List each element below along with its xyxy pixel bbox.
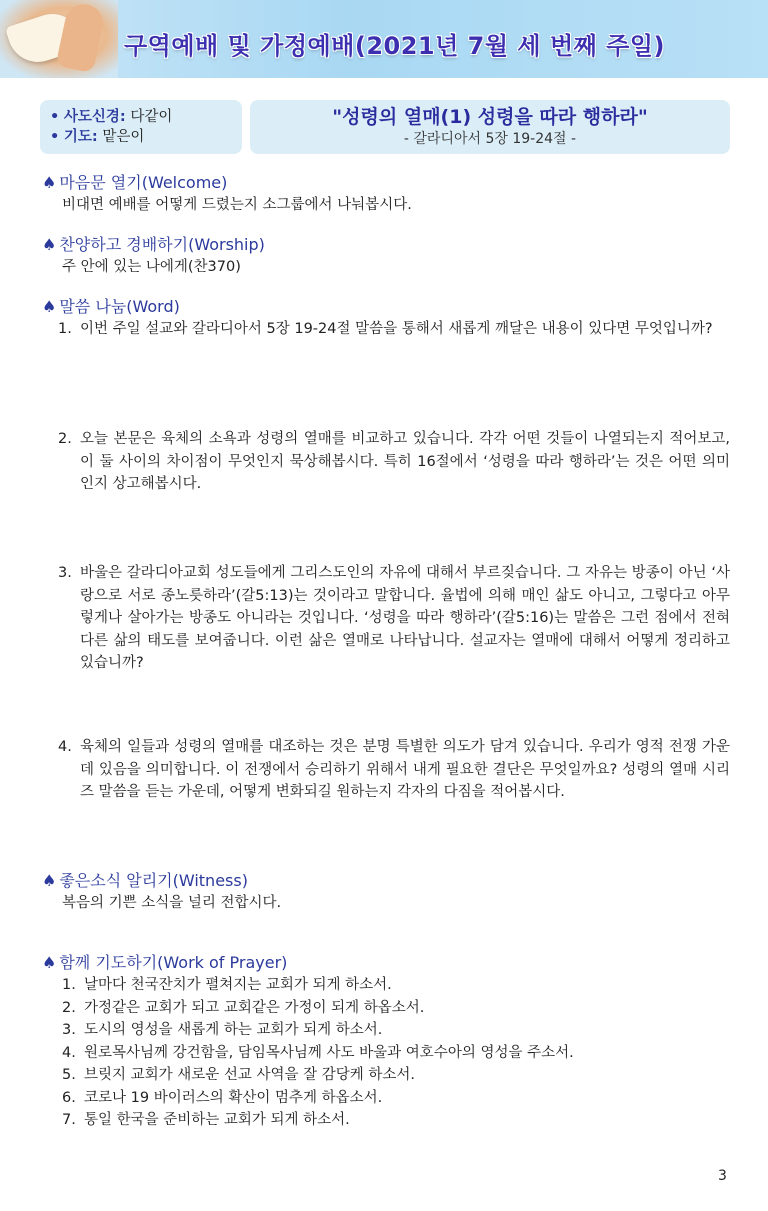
question-number: 3. bbox=[58, 565, 72, 581]
question-number: 1. bbox=[58, 321, 72, 337]
prayer-number: 5. bbox=[62, 1067, 76, 1083]
section-heading bbox=[42, 172, 742, 194]
list-item bbox=[62, 974, 742, 997]
section-prayer bbox=[42, 952, 742, 1132]
section-heading bbox=[42, 296, 742, 318]
section-word bbox=[42, 296, 742, 318]
prayer-number: 3. bbox=[62, 1022, 76, 1038]
question-number: 2. bbox=[58, 431, 72, 447]
bullet: • bbox=[50, 129, 60, 145]
question-text: 육체의 일들과 성령의 열매를 대조하는 것은 분명 특별한 의도가 담겨 있습니다. 우리가 영적 전쟁 가운데 있음을 의미합니다. 이 전쟁에서 승리하기 위해서 내게 필요한 결단은 무엇일까요? 성령의 열매 시리즈 말씀을 듣는 가운데, 어떻게 변화되길 원하는지 각자의 다짐을 적어봅시다. bbox=[80, 739, 730, 800]
prayer-number: 1. bbox=[62, 977, 76, 993]
prayer-value: 맡은이 bbox=[102, 129, 145, 145]
section-body: 비대면 예배를 어떻게 드렸는지 소그룹에서 나눠봅시다. bbox=[62, 197, 412, 213]
list-item bbox=[62, 1019, 742, 1042]
sermon-box bbox=[250, 100, 730, 154]
spade-icon: ♠ bbox=[42, 235, 57, 254]
prayer-number: 2. bbox=[62, 999, 76, 1016]
prayer-number: 4. bbox=[62, 1044, 76, 1061]
prayer-text: 코로나 19 바이러스의 확산이 멈추게 하옵소서. bbox=[84, 1089, 383, 1106]
spade-icon: ♠ bbox=[42, 297, 57, 316]
hand-shape bbox=[56, 1, 107, 73]
prayer-text: 도시의 영성을 새롭게 하는 교회가 되게 하소서. bbox=[84, 1022, 383, 1038]
header-banner bbox=[0, 0, 768, 78]
question-item bbox=[58, 736, 730, 804]
page-title: 구역예배 및 가정예배(2021년 7월 세 번째 주일) bbox=[124, 32, 666, 60]
prayer-line bbox=[50, 127, 242, 147]
list-item bbox=[62, 1109, 742, 1132]
prayer-text: 날마다 천국잔치가 펼쳐지는 교회가 되게 하소서. bbox=[84, 977, 392, 993]
spade-icon: ♠ bbox=[42, 953, 57, 972]
heading-text: 말씀 나눔(Word) bbox=[59, 297, 180, 316]
list-item bbox=[62, 1064, 742, 1087]
creed-label: 사도신경: bbox=[63, 109, 126, 125]
section-body: 주 안에 있는 나에게(찬370) bbox=[62, 259, 241, 275]
prayer-text: 가정같은 교회가 되고 교회같은 가정이 되게 하옵소서. bbox=[84, 999, 425, 1016]
prayer-label: 기도: bbox=[63, 129, 98, 145]
heading-text: 마음문 열기(Welcome) bbox=[59, 173, 228, 192]
question-item bbox=[58, 428, 730, 496]
section-witness bbox=[42, 870, 742, 914]
heading-text: 좋은소식 알리기(Witness) bbox=[59, 871, 248, 890]
prayer-number: 7. bbox=[62, 1112, 76, 1128]
prayer-text: 브릿지 교회가 새로운 선교 사역을 잘 감당케 하소서. bbox=[84, 1067, 416, 1083]
page-number: 3 bbox=[718, 1168, 727, 1184]
spade-icon: ♠ bbox=[42, 871, 57, 890]
section-welcome bbox=[42, 172, 742, 216]
question-text: 오늘 본문은 육체의 소욕과 성령의 열매를 비교하고 있습니다. 각각 어떤 것들이 나열되는지 적어보고, 이 둘 사이의 차이점이 무엇인지 묵상해봅시다. 특히 16절에서 ‘성령을 따라 행하라’는 것은 어떤 의미인지 상고해봅시다. bbox=[80, 431, 730, 492]
spade-icon: ♠ bbox=[42, 173, 57, 192]
question-text: 바울은 갈라디아교회 성도들에게 그리스도인의 자유에 대해서 부르짖습니다. 그 자유는 방종이 아닌 ‘사랑으로 서로 종노릇하라’(갈5:13)는 것이라고 말합니다. 율법에 의해 매인 삶도 아니고, 그렇다고 아무렇게나 살아가는 방종도 아니라는 것입니다. ‘성령을 따라 행하라’(갈5:16)는 말씀은 그런 점에서 전혀 다른 삶의 태도를 보여줍니다. 이런 삶은 열매로 나타납니다. 설교자는 열매에 대해서 어떻게 정리하고 있습니까? bbox=[80, 565, 730, 671]
sermon-title: "성령의 열매(1) 성령을 따라 행하라" bbox=[332, 106, 648, 128]
bullet: • bbox=[50, 109, 60, 125]
prayer-number: 6. bbox=[62, 1089, 76, 1106]
prayer-text: 원로목사님께 강건함을, 담임목사님께 사도 바울과 여호수아의 영성을 주소서. bbox=[84, 1044, 574, 1061]
praying-hands-bible-image bbox=[0, 0, 118, 78]
heading-text: 함께 기도하기(Work of Prayer) bbox=[59, 953, 288, 972]
question-number: 4. bbox=[58, 739, 72, 755]
order-info-box bbox=[40, 100, 242, 154]
creed-value: 다같이 bbox=[130, 109, 173, 125]
creed-line bbox=[50, 107, 242, 127]
section-heading bbox=[42, 234, 742, 256]
prayer-text: 통일 한국을 준비하는 교회가 되게 하소서. bbox=[84, 1112, 350, 1128]
question-text: 이번 주일 설교와 갈라디아서 5장 19-24절 말씀을 통해서 새롭게 깨달은 내용이 있다면 무엇입니까? bbox=[80, 321, 713, 337]
section-heading bbox=[42, 870, 742, 892]
section-heading bbox=[42, 952, 742, 974]
list-item bbox=[62, 1087, 742, 1110]
heading-text: 찬양하고 경배하기(Worship) bbox=[59, 235, 265, 254]
list-item bbox=[62, 1042, 742, 1065]
prayer-list bbox=[42, 974, 742, 1132]
section-worship bbox=[42, 234, 742, 278]
question-item bbox=[58, 318, 730, 341]
list-item bbox=[62, 997, 742, 1020]
sermon-reference: - 갈라디아서 5장 19-24절 - bbox=[403, 131, 577, 147]
question-item bbox=[58, 562, 730, 675]
section-body: 복음의 기쁜 소식을 널리 전합시다. bbox=[62, 895, 282, 911]
